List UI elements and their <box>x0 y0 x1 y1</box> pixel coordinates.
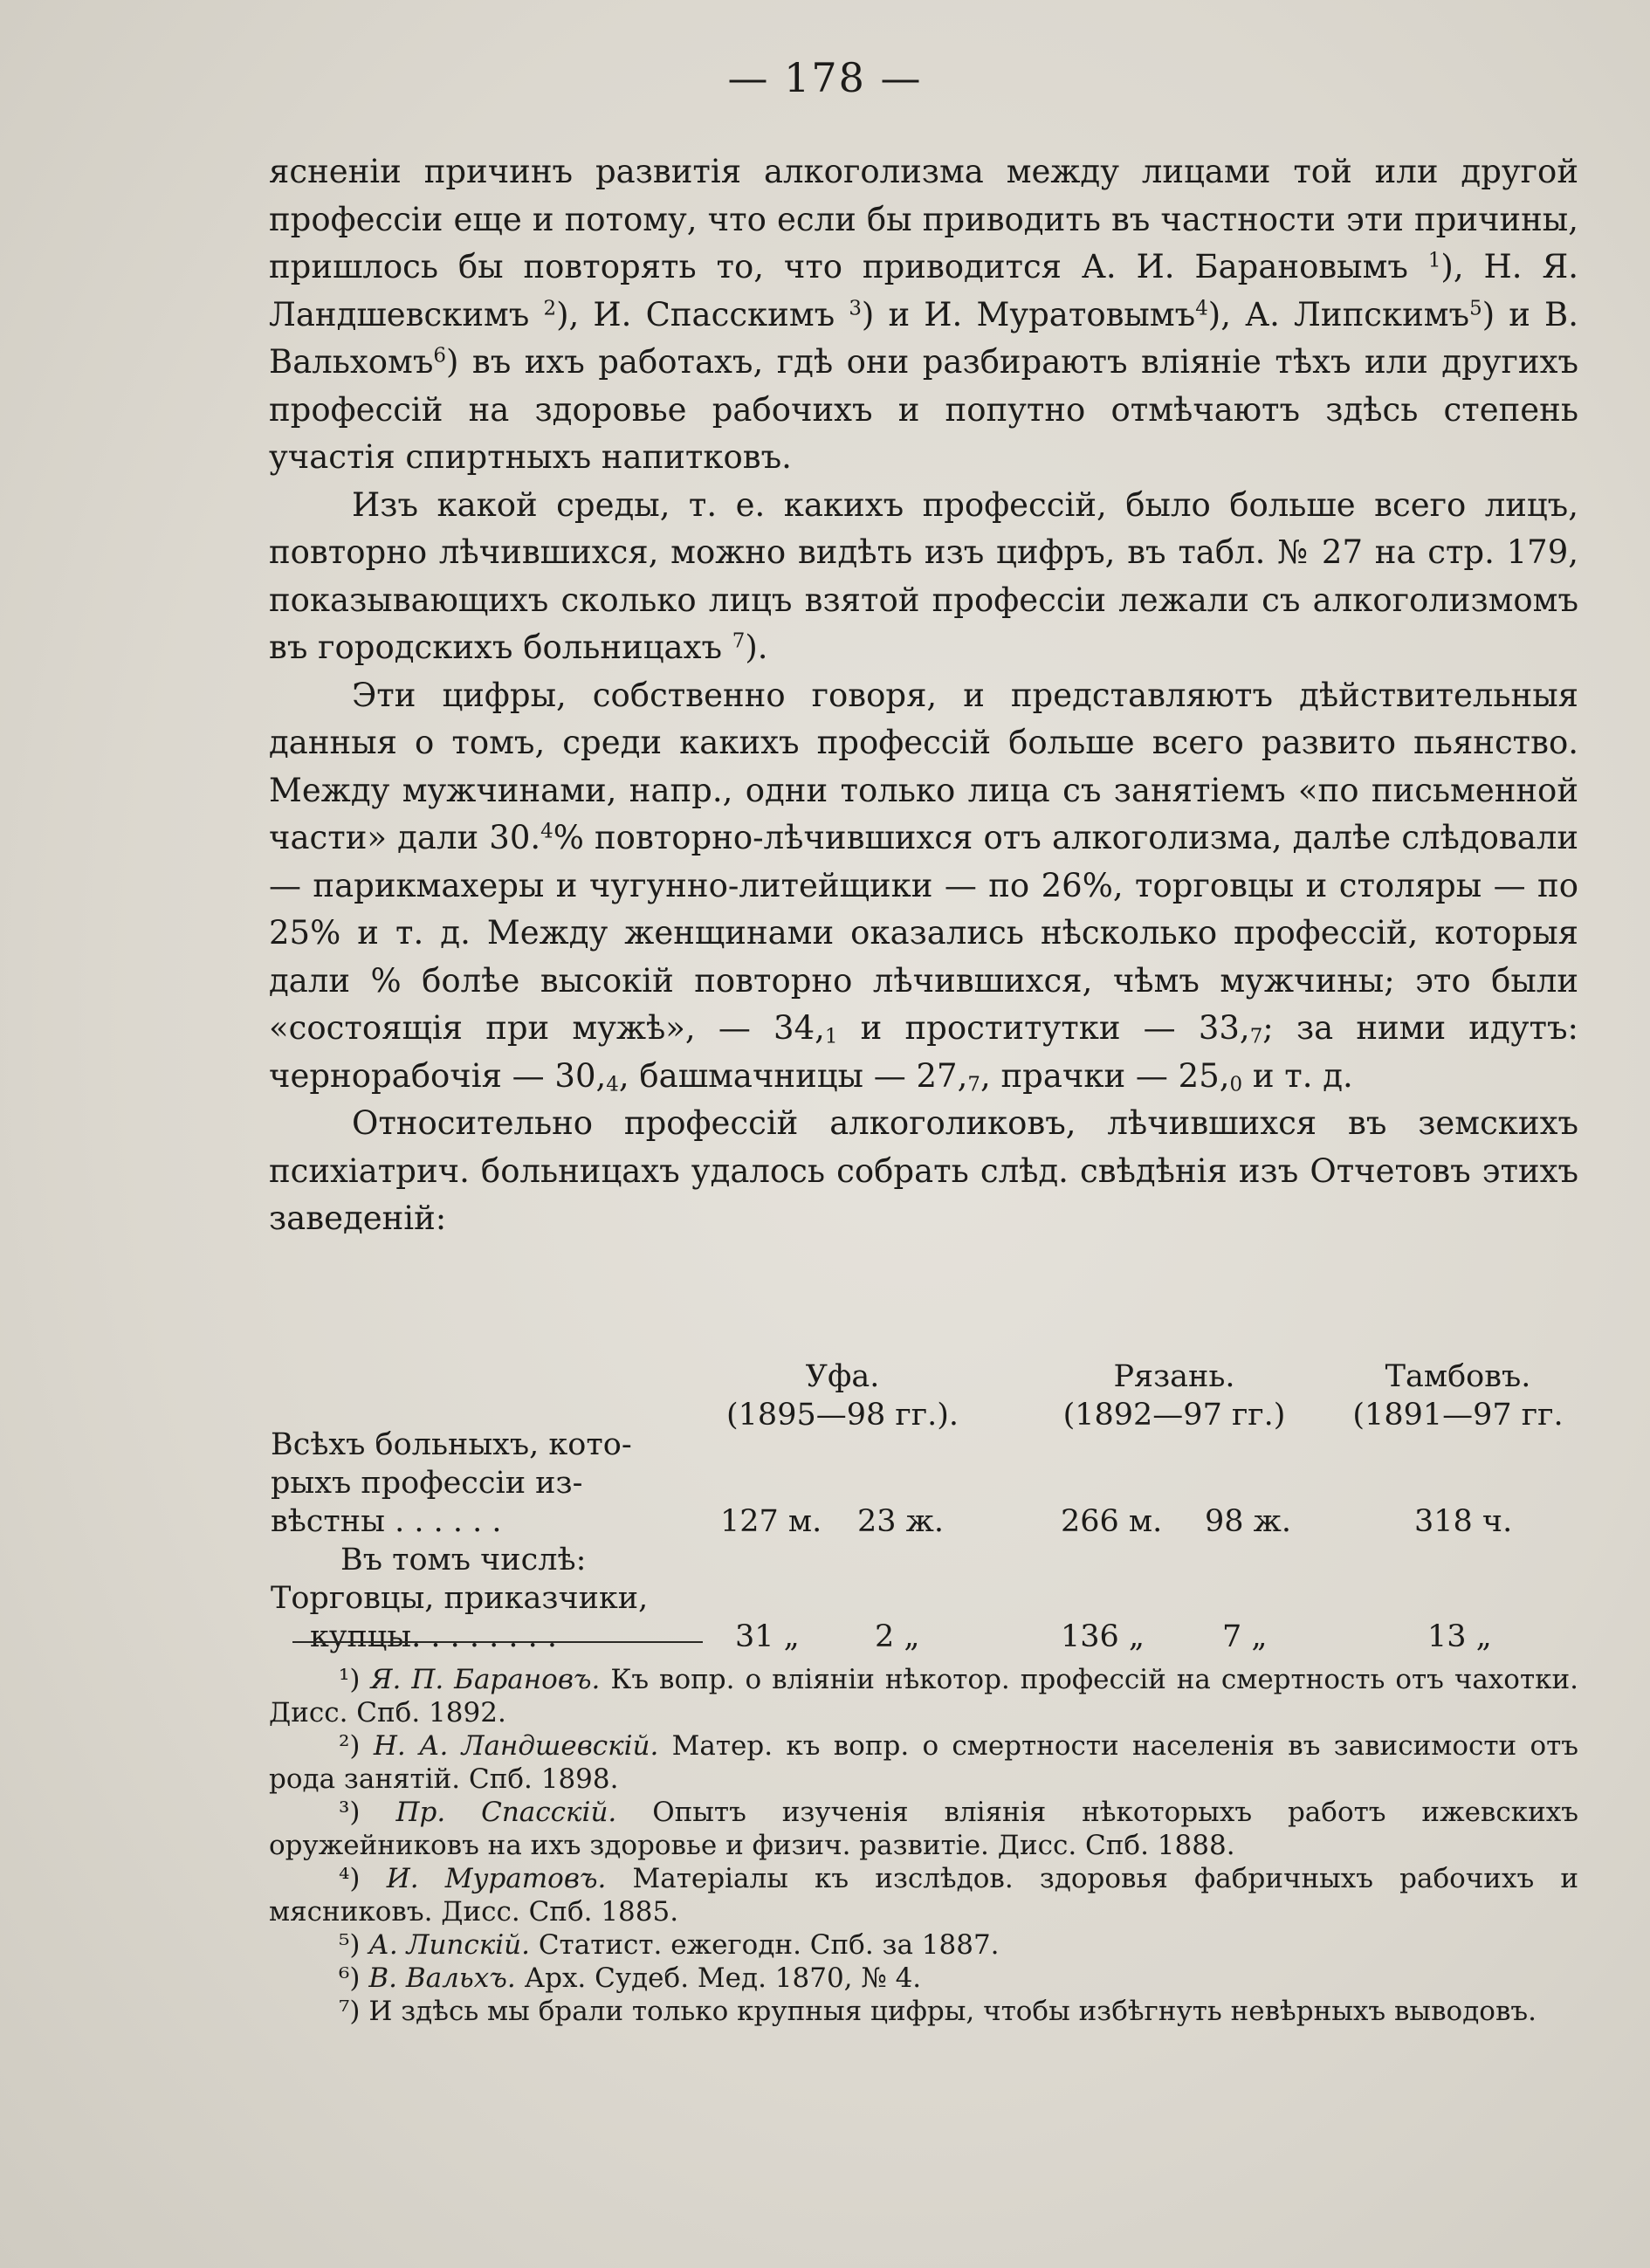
footnote-ref-6: 6 <box>433 344 446 368</box>
paragraph-2: Изъ какой среды, т. е. какихъ профессій, было больше всего лицъ, повторно лѣчившихся, можно видѣть изъ цифръ, въ табл. № 27 на стр. 179, показывающихъ сколько лицъ взятой профессіи лежали съ алкоголизмомъ въ городскихъ больницахъ $^7$). <box>269 485 1578 666</box>
paragraph-4: Относительно профессій алкоголиковъ, лѣчившихся въ земскихъ психіатрич. больницахъ удалось собрать слѣд. свѣдѣнія изъ Отчетовъ этихъ заведеній: <box>269 1104 1578 1237</box>
footnote-separator <box>292 1641 703 1643</box>
body-text <box>269 148 1578 1243</box>
footnote-5: ⁵) А. Липскій. Статист. ежегодн. Спб. за 1887. <box>339 1929 1000 1961</box>
col-header-ryazan: Рязань. (1892—97 гг.) <box>1062 1359 1286 1433</box>
cell-tambov-total: 318 ч. <box>1414 1504 1513 1539</box>
cell-ryazan-men-traders: 136 „ <box>1061 1619 1145 1654</box>
footnote-7: ⁷) И здѣсь мы брали только крупныя цифры, чтобы избѣгнуть невѣрныхъ выводовъ. <box>339 1996 1537 2027</box>
cell-ryazan-men: 266 м. <box>1061 1504 1163 1539</box>
col-header-ufa: Уфа. (1895—98 гг.). <box>726 1359 959 1433</box>
paragraph-1: ясненіи причинъ развитія алкоголизма между лицами той или другой профессіи еще и потому, что если бы приводить въ частности эти причины, пришлось бы повторять то, что приводится А. И. Барановымъ $^1$), Н. Я. Ландшевскимъ $^2$), И. Спасскимъ $^3$) и И. Муратовымъ$^4$), А. Липскимъ$^5$) и В. Вальхомъ$^6$) въ ихъ работахъ, гдѣ они разбираютъ вліяніе тѣхъ или другихъ профессій на здоровье рабочихъ и попутно отмѣчаютъ здѣсь степень участія спиртныхъ напитковъ. <box>269 153 1579 476</box>
footnote-ref-3: 3 <box>849 296 862 320</box>
col-header-tambov: Тамбовъ. (1891—97 гг. <box>1352 1359 1564 1433</box>
footnote-1: ¹) Я. П. Барановъ. Къ вопр. о вліяніи нѣкотор. профессій на смертность отъ чахотки. Дисс. Спб. 1892. <box>269 1664 1578 1728</box>
footnote-ref-4: 4 <box>1195 296 1208 320</box>
cell-ufa-women-traders: 2 „ <box>875 1619 920 1654</box>
cell-ufa-men-traders: 31 „ <box>735 1619 800 1654</box>
paragraph-3: Эти цифры, собственно говоря, и представляютъ дѣйствительныя данныя о томъ, среди какихъ профессій больше всего развито пьянство. Между мужчинами, напр., одни только лица съ занятіемъ «по письменной части» дали 30.$^4$% повторно-лѣчившихся отъ алкоголизма, далѣе слѣдовали — парикмахеры и чугунно-литейщики — по 26%, торговцы и столяры — по 25% и т. д. Между женщинами оказались нѣсколько профессій, которыя дали % болѣе высокій повторно лѣчившихся, чѣмъ мужчины; это были «состоящія при мужѣ», — $34,_1$ и проститутки — $33,_7$; за ними идутъ: чернорабочія — $30,_4$, башмачницы — $27,_7$, прачки — $25,_0$ и т. д. <box>269 676 1578 1096</box>
footnote-ref-7: 7 <box>732 629 746 653</box>
cell-tambov-traders: 13 „ <box>1427 1619 1492 1654</box>
cell-ryazan-women: 98 ж. <box>1205 1504 1291 1539</box>
footnotes <box>269 1663 1578 2028</box>
page-number: — 178 — <box>727 54 923 101</box>
footnote-ref-2: 2 <box>543 296 557 320</box>
cell-ryazan-women-traders: 7 „ <box>1222 1619 1268 1654</box>
table-subheading: Въ томъ числѣ: <box>340 1543 587 1577</box>
footnote-4: ⁴) И. Муратовъ. Матеріалы къ изслѣдов. здоровья фабричныхъ рабочихъ и мясниковъ. Дисс. Спб. 1885. <box>269 1863 1578 1928</box>
row-label-all-patients: Всѣхъ больныхъ, кото- рыхъ профессіи из- вѣстны . . . . . . <box>271 1427 632 1539</box>
row-label-traders: Торговцы, приказчики, купцы. . . . . . . . <box>271 1581 649 1654</box>
cell-ufa-men: 127 м. <box>720 1504 822 1539</box>
footnote-3: ³) Пр. Спасскій. Опытъ изученія вліянія нѣкоторыхъ работъ ижевскихъ оружейниковъ на ихъ здоровье и физич. развитіе. Дисс. Спб. 1888. <box>269 1797 1578 1861</box>
footnote-ref-1: 1 <box>1427 249 1441 272</box>
footnote-2: ²) Н. А. Ландшевскій. Матер. къ вопр. о смертности населенія въ зависимости отъ рода занятій. Спб. 1898. <box>269 1730 1578 1795</box>
footnote-6: ⁶) В. Вальхъ. Арх. Судеб. Мед. 1870, № 4. <box>339 1962 922 1994</box>
footnote-ref-5: 5 <box>1469 296 1482 320</box>
cell-ufa-women: 23 ж. <box>857 1504 944 1539</box>
